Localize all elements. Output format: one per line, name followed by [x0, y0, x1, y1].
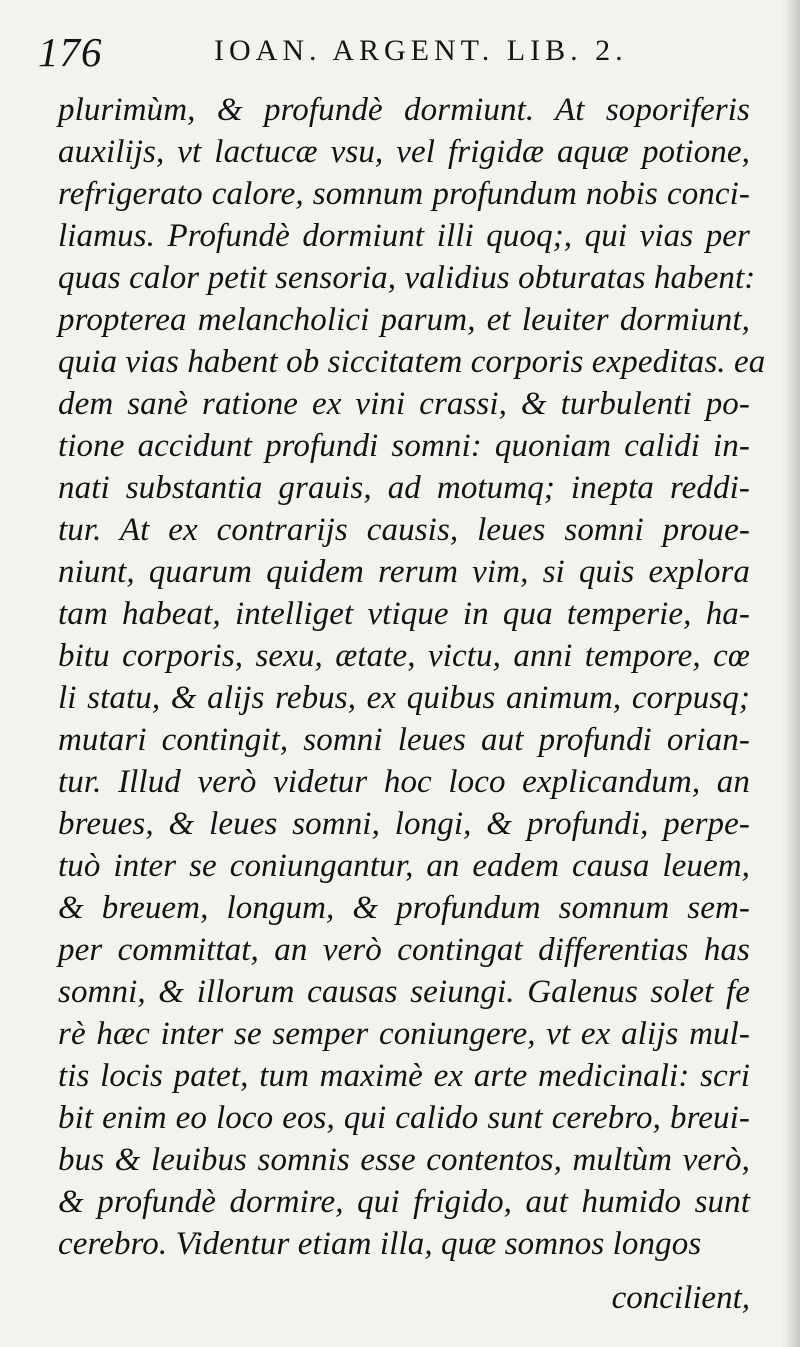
text-line: quas calor petit sensoria, validius obturatas habent:: [58, 260, 756, 296]
text-line: rè hæc inter se semper coniungere, vt ex alijs mul-: [58, 1016, 750, 1052]
text-line: tur. At ex contrarijs causis, leues somni proue-: [58, 512, 750, 548]
text-line: li statu, & alijs rebus, ex quibus animum, corpusq;: [58, 680, 750, 716]
catchword-row: [58, 1277, 750, 1319]
text-line: bitu corporis, sexu, ætate, victu, anni tempore, cœ: [58, 638, 750, 674]
catchword: concilient,: [611, 1280, 750, 1316]
page-number: 176: [38, 29, 103, 75]
text-line: tam habeat, intelliget vtique in qua temperie, ha-: [58, 596, 750, 632]
text-line: & profundè dormire, qui frigido, aut humido sunt: [58, 1184, 750, 1220]
text-line: nati substantia grauis, ad motumq; inepta reddi-: [58, 470, 750, 506]
text-line: plurimùm, & profundè dormiunt. At soporiferis: [58, 92, 750, 128]
text-line: quia vias habent ob siccitatem corporis expeditas. ea: [58, 344, 766, 380]
text-line: cerebro. Videntur etiam illa, quæ somnos longos: [58, 1226, 702, 1262]
page-edge-shadow: [782, 0, 800, 1347]
text-line: dem sanè ratione ex vini crassi, & turbulenti po-: [58, 386, 750, 422]
running-title: IOAN. ARGENT. LIB. 2.: [214, 34, 628, 67]
text-line: liamus. Profundè dormiunt illi quoq;, qui vias per: [58, 218, 750, 254]
text-line: & breuem, longum, & profundum somnum sem-: [58, 890, 750, 926]
text-line: bit enim eo loco eos, qui calido sunt cerebro, breui-: [58, 1100, 750, 1136]
running-head: [38, 28, 760, 78]
text-line: bus & leuibus somnis esse contentos, multùm verò,: [58, 1142, 750, 1178]
text-line: tione accidunt profundi somni: quoniam calidi in-: [58, 428, 750, 464]
text-line: breues, & leues somni, longi, & profundi, perpe-: [58, 806, 750, 842]
text-line: propterea melancholici parum, et leuiter dormiunt,: [58, 302, 750, 338]
text-line: tur. Illud verò videtur hoc loco explicandum, an: [58, 764, 750, 800]
text-line: refrigerato calore, somnum profundum nobis conci-: [58, 176, 750, 212]
text-line: tuò inter se coniungantur, an eadem causa leuem,: [58, 848, 750, 884]
body-text: [58, 89, 766, 1265]
text-line: auxilijs, vt lactucæ vsu, vel frigidæ aquæ potione,: [58, 134, 750, 170]
text-line: tis locis patet, tum maximè ex arte medicinali: scri: [58, 1058, 750, 1094]
text-line: somni, & illorum causas seiungi. Galenus solet fe: [58, 974, 750, 1010]
text-line: niunt, quarum quidem rerum vim, si quis explora: [58, 554, 750, 590]
text-line: per committat, an verò contingat differentias has: [58, 932, 750, 968]
text-line: mutari contingit, somni leues aut profundi orian-: [58, 722, 750, 758]
